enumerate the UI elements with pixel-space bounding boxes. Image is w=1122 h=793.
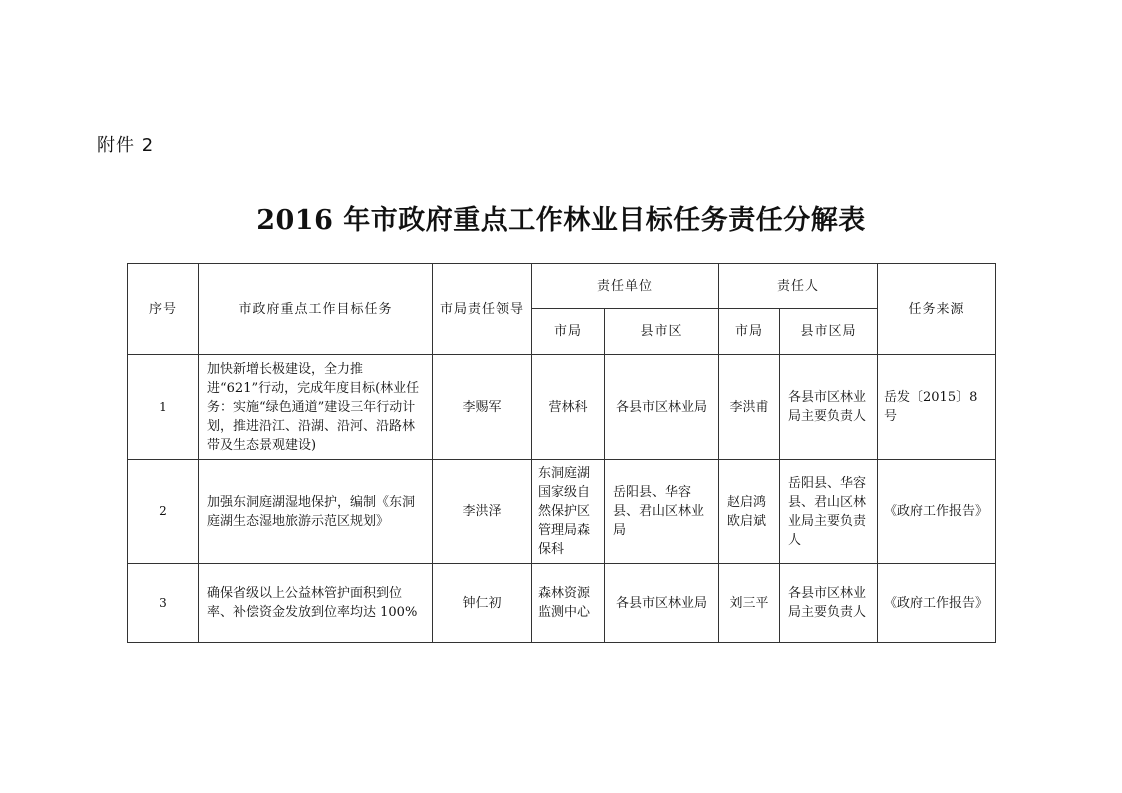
row-task: 加快新增长极建设，全力推进“621”行动，完成年度目标(林业任务：实施“绿色通道”建设三年行动计划，推进沿江、沿湖、沿河、沿路林带及生态景观建设) — [199, 355, 433, 460]
header-responsible-unit: 责任单位 — [532, 264, 719, 309]
row-unit-county: 各县市区林业局 — [605, 564, 719, 643]
header-seq: 序号 — [128, 264, 199, 355]
table-row — [128, 355, 996, 460]
row-task: 加强东洞庭湖湿地保护，编制《东洞庭湖生态湿地旅游示范区规划》 — [199, 460, 433, 564]
row-unit-county: 岳阳县、华容县、君山区林业局 — [605, 460, 719, 564]
header-leader: 市局责任领导 — [433, 264, 532, 355]
header-person-county: 县市区局 — [780, 309, 878, 355]
row-seq: 3 — [128, 564, 199, 643]
row-person-city: 李洪甫 — [719, 355, 780, 460]
header-task: 市政府重点工作目标任务 — [199, 264, 433, 355]
document-title: 2016 年市政府重点工作林业目标任务责任分解表 — [256, 205, 866, 236]
header-unit-city: 市局 — [532, 309, 605, 355]
row-person-county: 各县市区林业局主要负责人 — [780, 564, 878, 643]
row-person-county: 岳阳县、华容县、君山区林业局主要负责人 — [780, 460, 878, 564]
header-responsible-person: 责任人 — [719, 264, 878, 309]
row-source: 岳发〔2015〕8 号 — [878, 355, 996, 460]
row-seq: 2 — [128, 460, 199, 564]
row-person-county: 各县市区林业局主要负责人 — [780, 355, 878, 460]
row-seq: 1 — [128, 355, 199, 460]
row-person-city: 赵启鸿欧启斌 — [719, 460, 780, 564]
row-person-city: 刘三平 — [719, 564, 780, 643]
row-unit-county: 各县市区林业局 — [605, 355, 719, 460]
row-unit-city: 营林科 — [532, 355, 605, 460]
row-unit-city: 森林资源监测中心 — [532, 564, 605, 643]
row-unit-city: 东洞庭湖国家级自然保护区管理局森保科 — [532, 460, 605, 564]
table-row — [128, 564, 996, 643]
header-source: 任务来源 — [878, 264, 996, 355]
header-unit-county: 县市区 — [605, 309, 719, 355]
row-leader: 李洪泽 — [433, 460, 532, 564]
task-responsibility-table — [127, 263, 996, 643]
table-row — [128, 460, 996, 564]
row-task: 确保省级以上公益林管护面积到位率、补偿资金发放到位率均达 100% — [199, 564, 433, 643]
row-leader: 李赐军 — [433, 355, 532, 460]
row-leader: 钟仁初 — [433, 564, 532, 643]
row-source: 《政府工作报告》 — [878, 460, 996, 564]
attachment-label: 附件 2 — [97, 135, 155, 156]
row-source: 《政府工作报告》 — [878, 564, 996, 643]
header-person-city: 市局 — [719, 309, 780, 355]
